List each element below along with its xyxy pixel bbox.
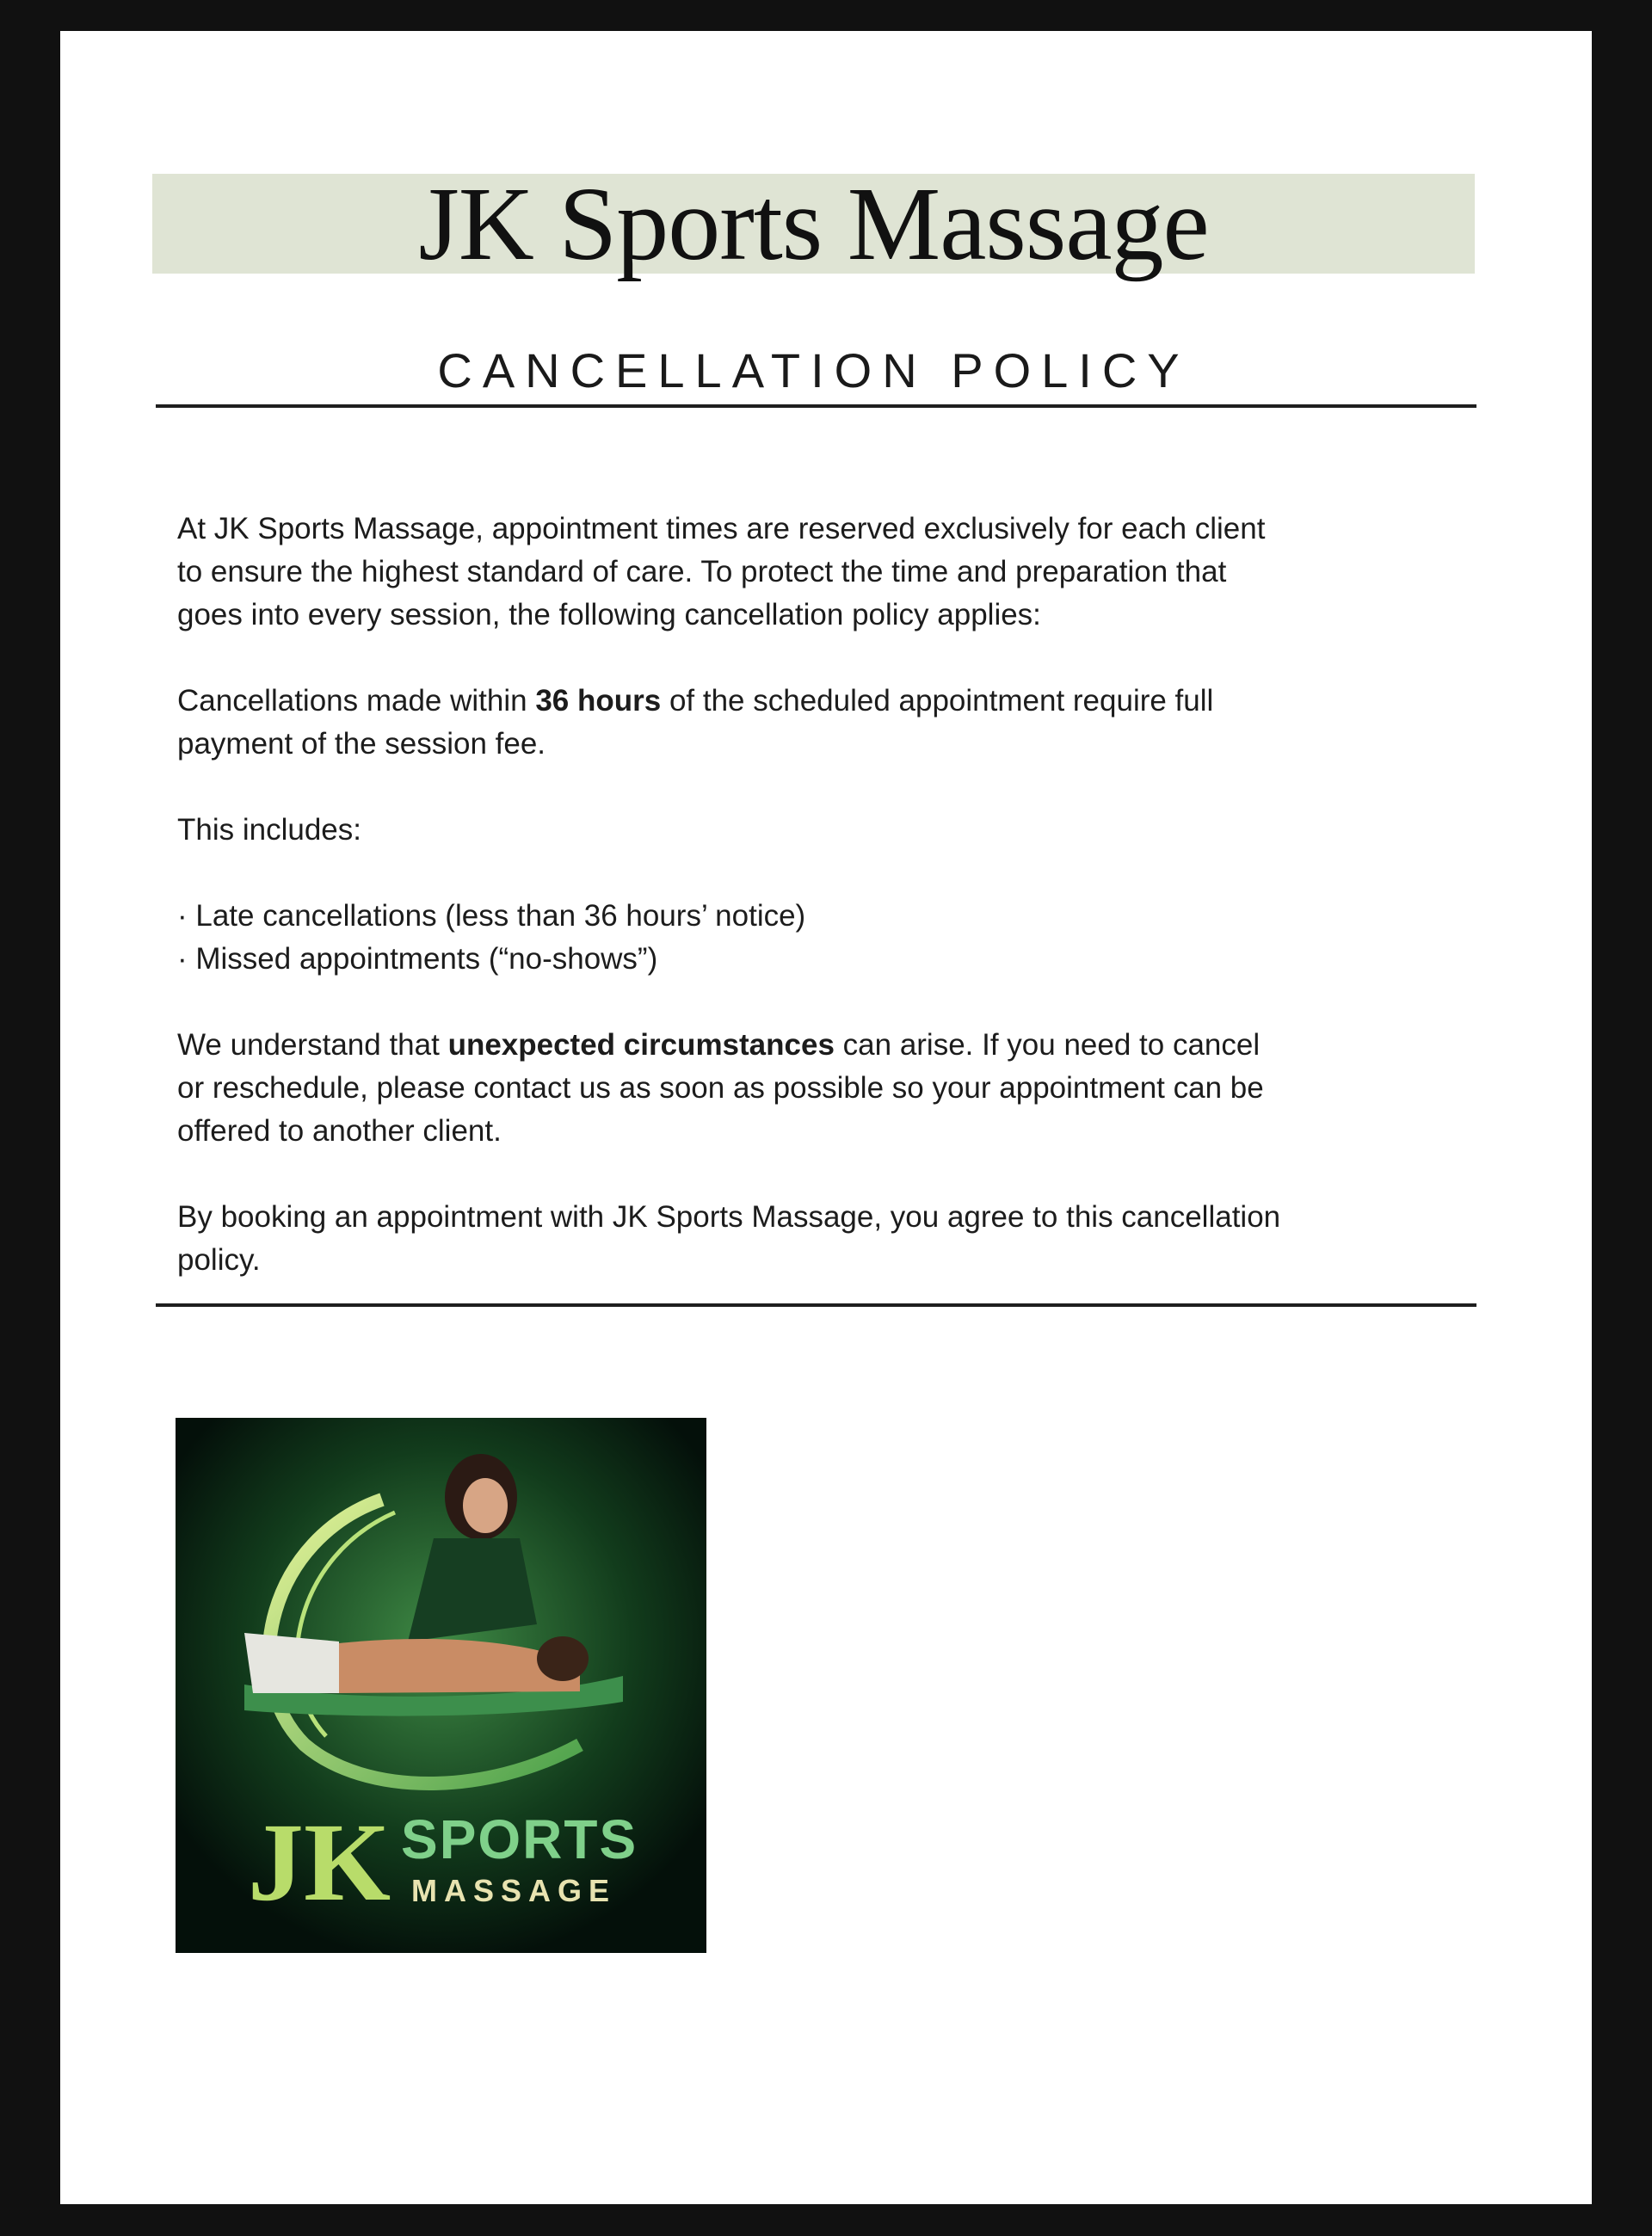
emphasis-text: unexpected circumstances	[447, 1028, 835, 1062]
text-run: · Late cancellations (less than 36 hours’ notice)	[177, 899, 806, 933]
text-line	[177, 1110, 1519, 1153]
text-run: goes into every session, the following cancellation policy applies:	[177, 598, 1041, 631]
text-run: can arise. If you need to cancel	[834, 1028, 1261, 1062]
text-run: policy.	[177, 1243, 261, 1277]
policy-paragraph	[177, 895, 1519, 981]
text-run: or reschedule, please contact us as soon as possible so your appointment can be	[177, 1071, 1264, 1105]
text-line	[177, 895, 1519, 938]
text-line	[177, 1196, 1519, 1239]
text-run: of the scheduled appointment require full	[661, 684, 1214, 718]
policy-paragraph	[177, 809, 1519, 852]
text-line	[177, 594, 1519, 637]
text-line	[177, 1024, 1519, 1067]
text-run: to ensure the highest standard of care. To protect the time and preparation that	[177, 555, 1227, 588]
policy-paragraph	[177, 680, 1519, 766]
page-title: JK Sports Massage	[418, 166, 1209, 282]
bottom-divider	[156, 1303, 1476, 1307]
text-line	[177, 508, 1519, 551]
text-run: Cancellations made within	[177, 684, 536, 718]
logo-monogram: JK	[248, 1801, 391, 1925]
policy-body	[177, 508, 1519, 1325]
text-line	[177, 1239, 1519, 1282]
text-run: This includes:	[177, 813, 361, 847]
text-line	[177, 723, 1519, 766]
logo-line-massage: MASSAGE	[411, 1873, 617, 1908]
policy-paragraph	[177, 1024, 1519, 1153]
policy-paragraph	[177, 1196, 1519, 1282]
page-subtitle: CANCELLATION POLICY	[437, 343, 1190, 397]
text-line	[177, 551, 1519, 594]
text-run: We understand that	[177, 1028, 448, 1062]
text-line	[177, 1067, 1519, 1110]
text-line	[177, 680, 1519, 723]
emphasis-text: 36 hours	[535, 684, 662, 718]
text-run: By booking an appointment with JK Sports Massage, you agree to this cancellation	[177, 1200, 1281, 1234]
text-line	[177, 938, 1519, 981]
document-page	[60, 31, 1592, 2204]
policy-paragraph	[177, 508, 1519, 637]
text-run: At JK Sports Massage, appointment times are reserved exclusively for each client	[177, 512, 1266, 545]
business-logo	[176, 1418, 706, 1953]
logo-line-sports: SPORTS	[401, 1808, 638, 1870]
top-divider	[156, 404, 1476, 408]
text-run: · Missed appointments (“no-shows”)	[177, 942, 658, 976]
text-run: payment of the session fee.	[177, 727, 546, 761]
text-run: offered to another client.	[177, 1114, 502, 1148]
text-line	[177, 809, 1519, 852]
